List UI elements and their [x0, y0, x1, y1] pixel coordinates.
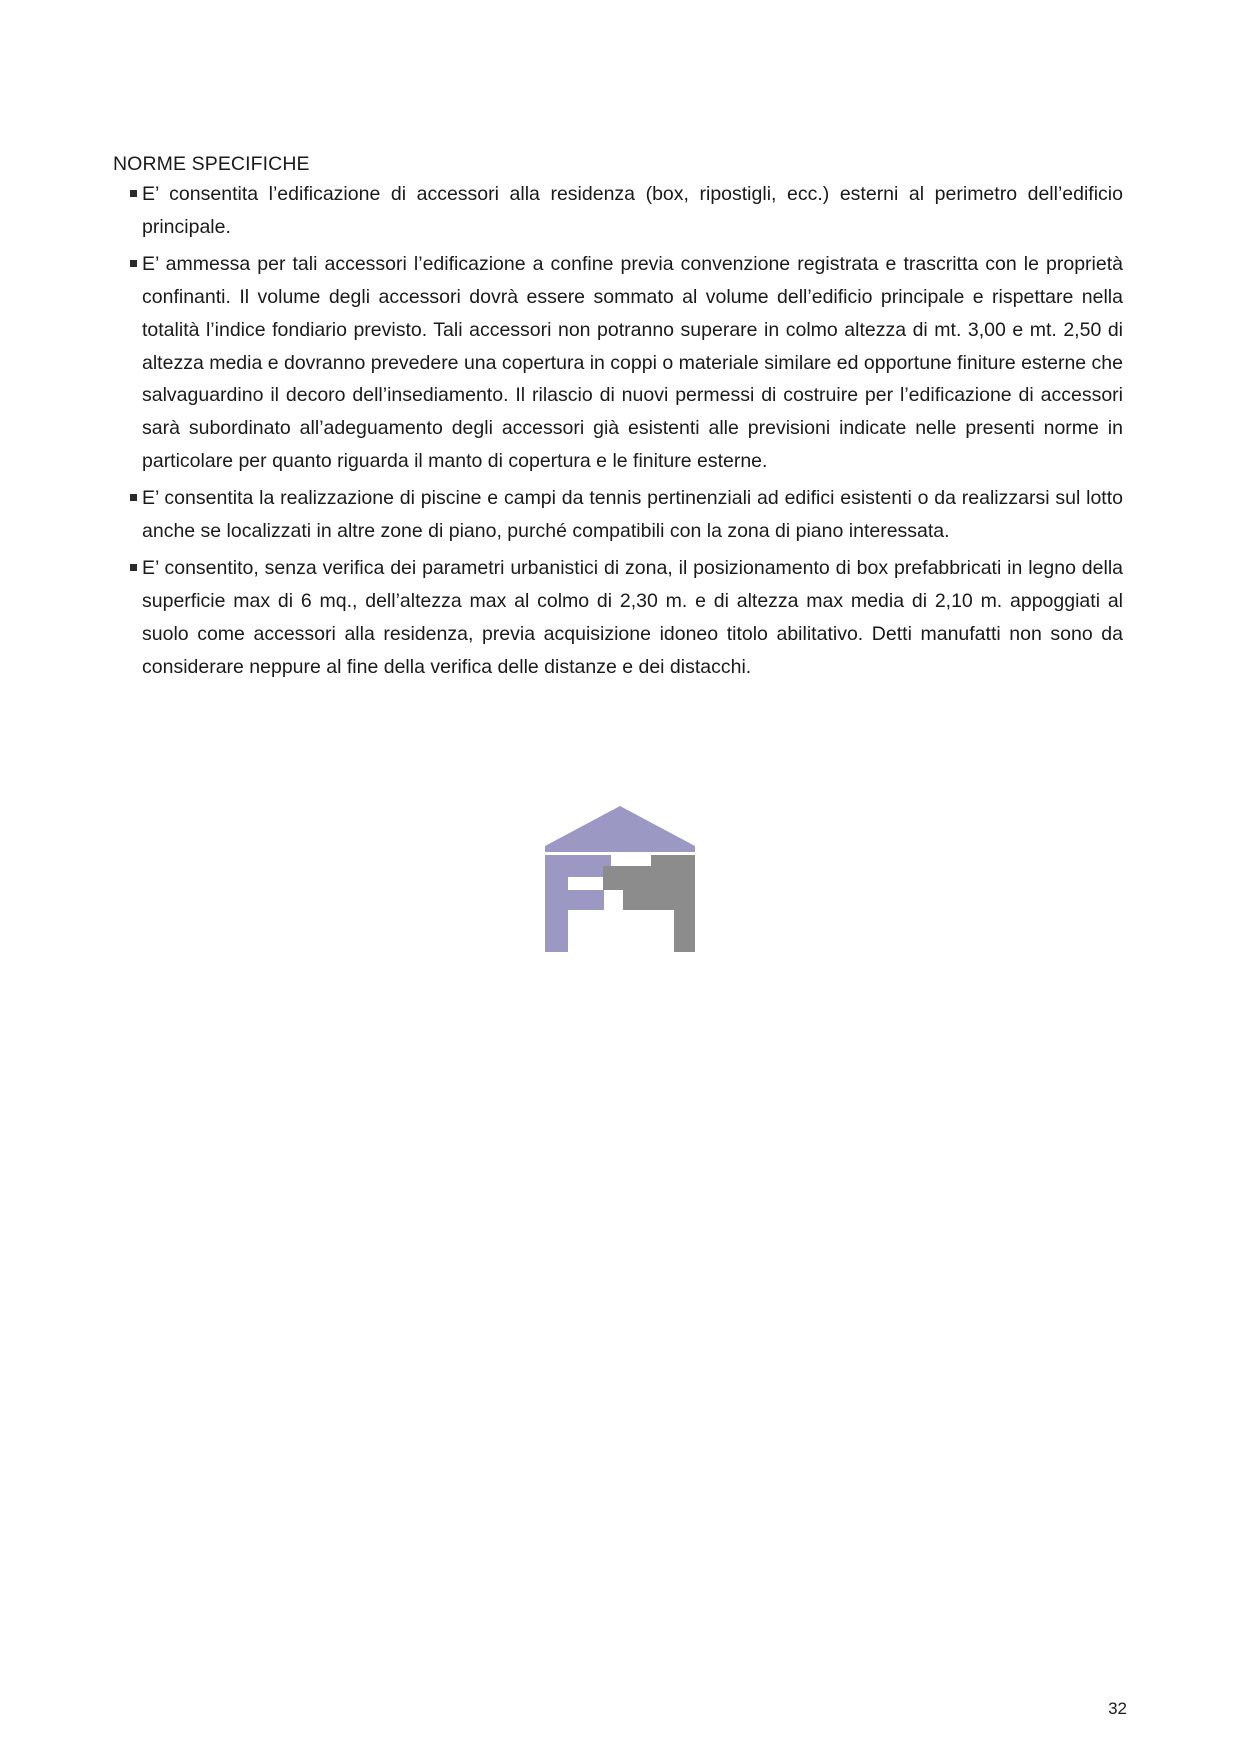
logo-f-mid [568, 890, 604, 910]
rules-list [113, 178, 1123, 688]
list-item [113, 482, 1123, 548]
logo-name-text: EffePi [597, 915, 643, 935]
list-item [113, 178, 1123, 244]
list-item-text: E’ consentita la realizzazione di piscine e campi da tennis pertinenziali ad edifici esistenti o da realizzarsi sul lotto anche se localizzati in altre zone di piano, purché compatibili con la zona di piano interessata. [142, 487, 1123, 543]
square-bullet-icon [130, 260, 137, 267]
list-item-text: E’ consentito, senza verifica dei parametri urbanistici di zona, il posizionamento di box prefabbricati in legno della superficie max di 6 mq., dell’altezza max al colmo di 2,30 m. e di altezza max media di 2,10 m. appoggiati al suolo come accessori alla residenza, previa acquisizione idoneo titolo abilitativo. Detti manufatti non sono da considerare neppure al fine della verifica delle distanze e dei distacchi. [142, 556, 1123, 678]
square-bullet-icon [130, 564, 137, 571]
section-heading: NORME SPECIFICHE [113, 153, 310, 175]
square-bullet-icon [130, 494, 137, 501]
logo-f-top [545, 855, 611, 877]
list-item-text: E’ ammessa per tali accessori l’edificazione a confine previa convenzione registrata e trascritta con le proprietà confinanti. Il volume degli accessori dovrà essere sommato al volume dell’edificio principale e rispettare nella totalità l’indice fondiario previsto. Tali accessori non potranno superare in colmo altezza di mt. 3,00 e mt. 2,50 di altezza media e dovranno prevedere una copertura in coppi o materiale similare ed opportune finiture esterne che salvaguardino il decoro dell’insediamento. Il rilascio di nuovi permessi di costruire per l’edificazione di accessori sarà subordinato all’adeguamento degli accessori già esistenti alle previsioni indicate nelle presenti norme in particolare per quanto riguarda il manto di copertura e le finiture esterne. [142, 252, 1123, 473]
logo-roof [545, 806, 695, 852]
logo-sub-text: IMMOBILIARE [576, 936, 664, 950]
list-item [113, 552, 1123, 684]
square-bullet-icon [130, 190, 137, 197]
list-item [113, 248, 1123, 478]
list-item-text: E’ consentita l’edificazione di accessori alla residenza (box, ripostigli, ecc.) esterni al perimetro dell’edificio principale. [142, 183, 1123, 238]
page-number: 32 [1108, 1699, 1127, 1718]
effepi-logo [545, 806, 695, 952]
